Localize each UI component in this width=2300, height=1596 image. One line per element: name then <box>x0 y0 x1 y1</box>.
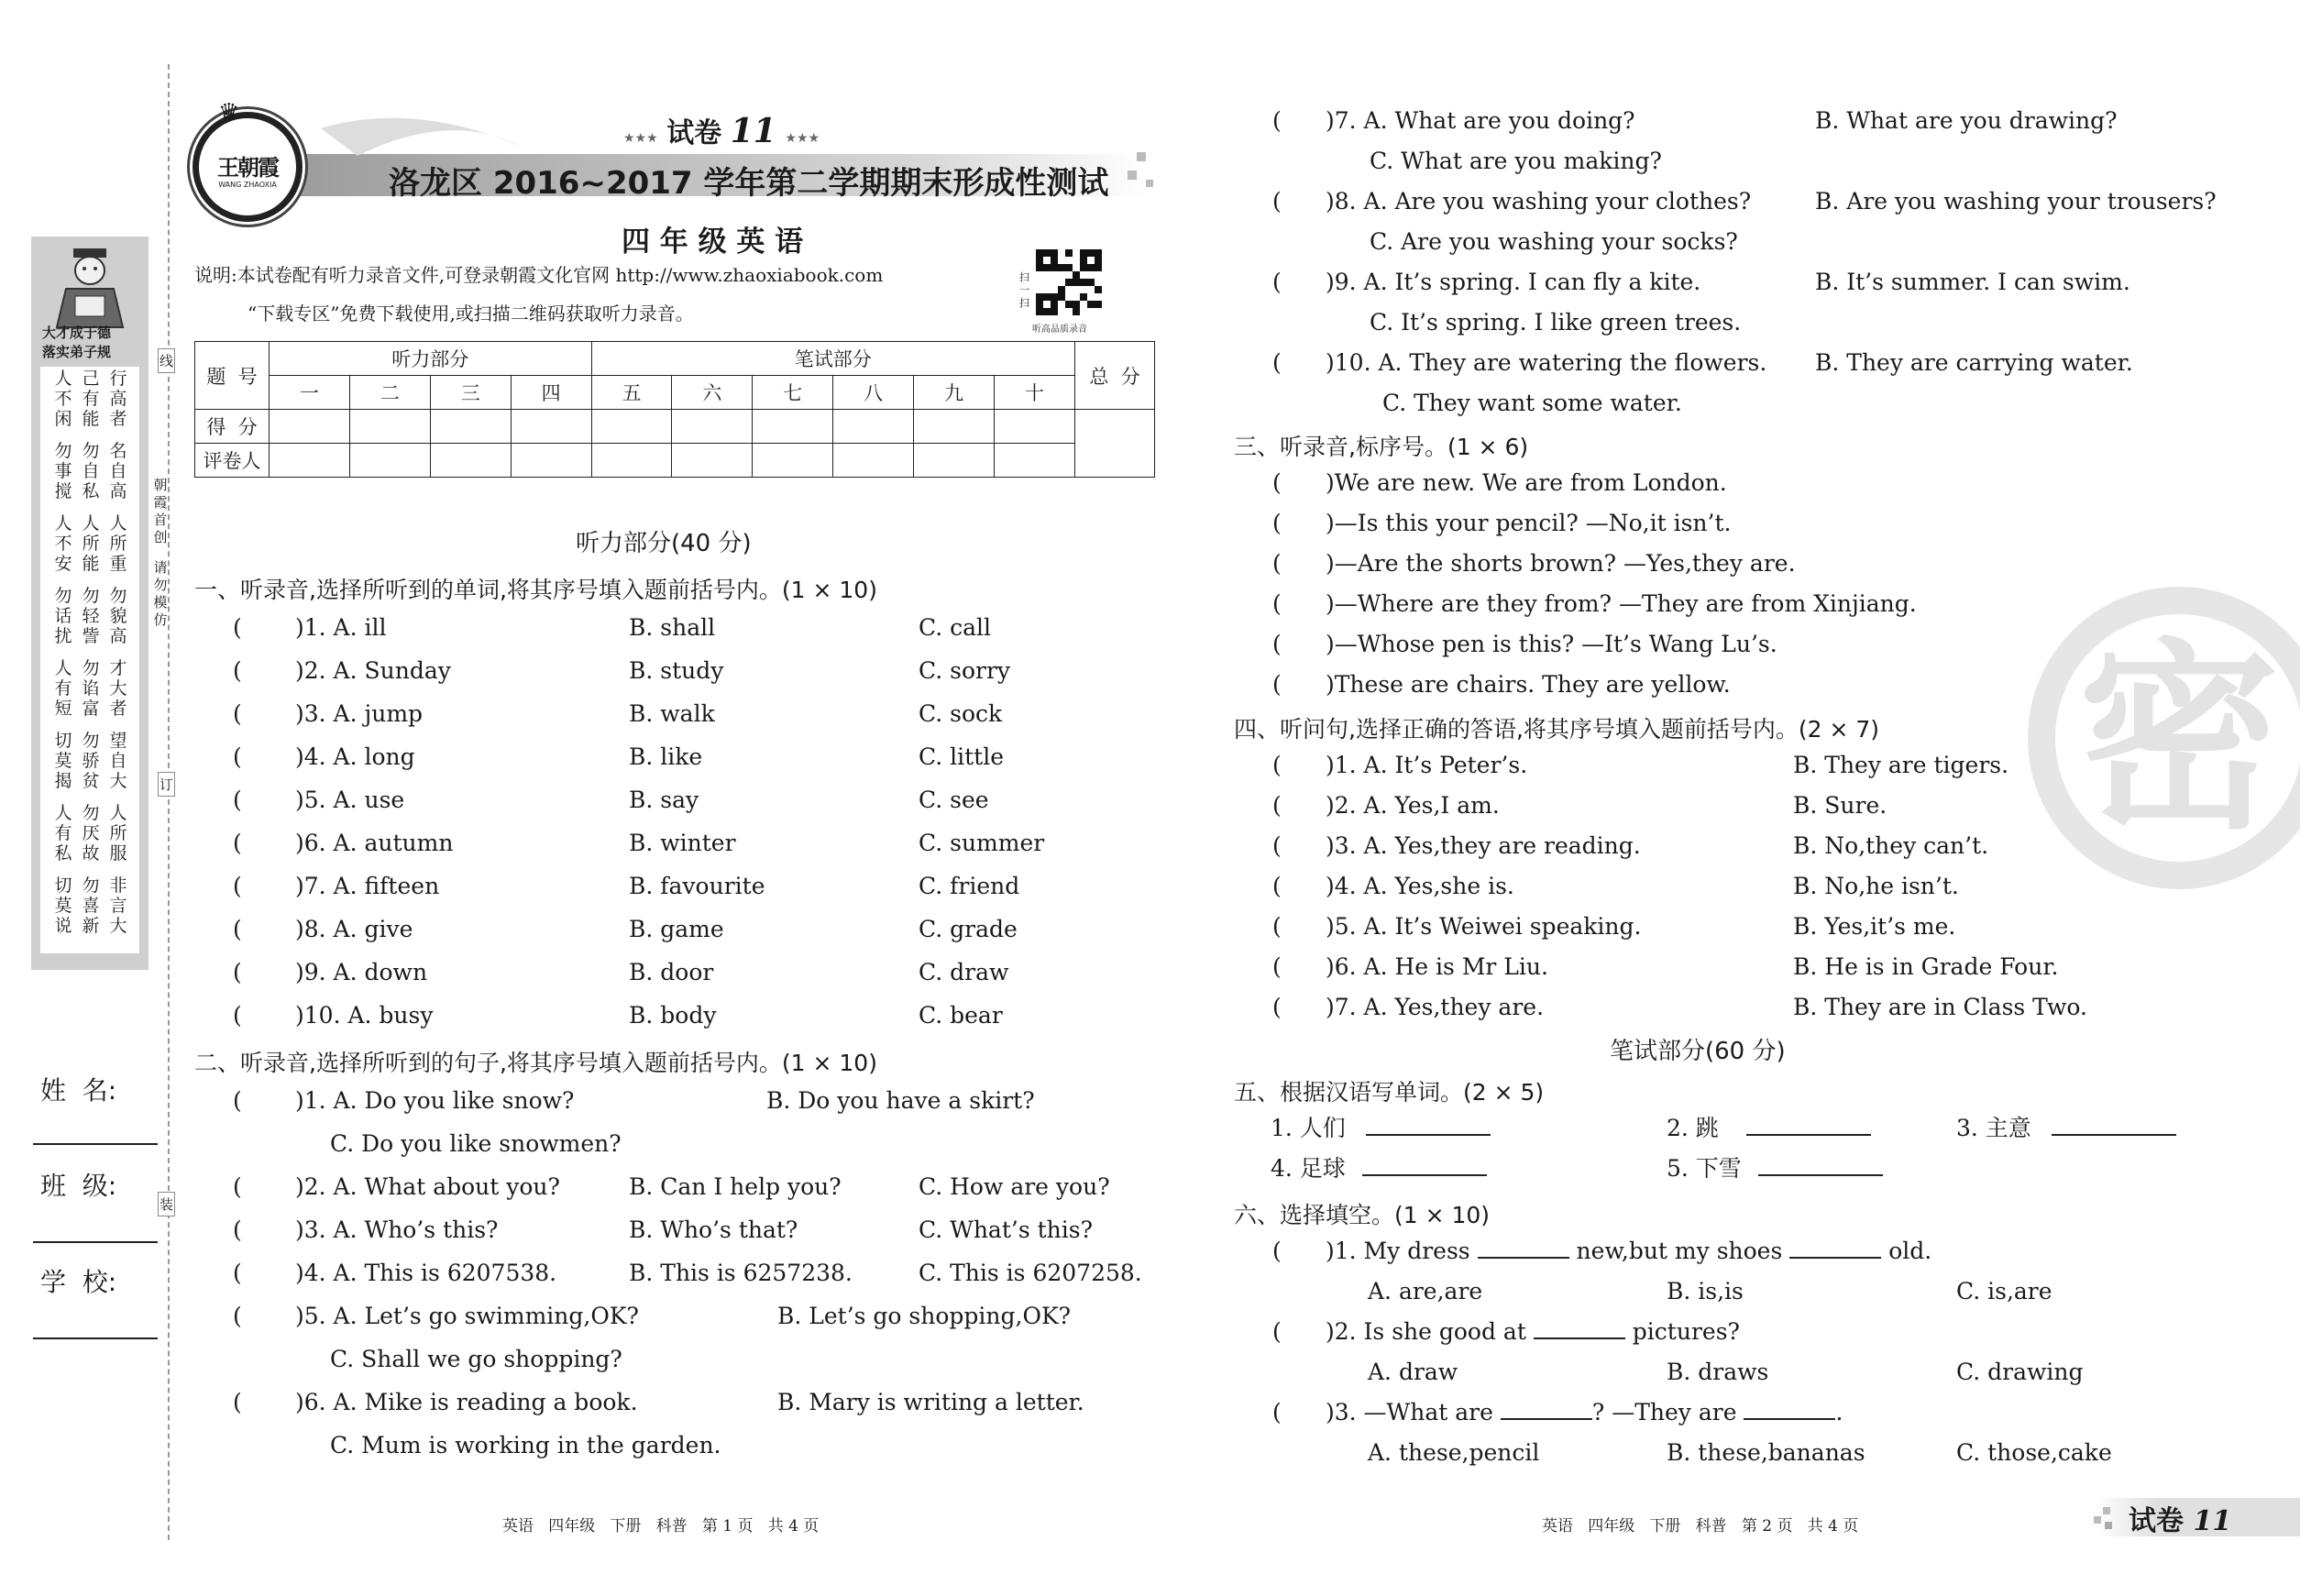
sidebar-maxim-column: 行 高 者 <box>109 369 127 429</box>
qr-side-label: 扫一扫 <box>1019 271 1029 309</box>
score-table-header: 题 号 <box>195 342 270 410</box>
score-table <box>194 341 1155 478</box>
s6-q2-c: C. drawing <box>1956 1359 2084 1385</box>
sidebar-maxim-column: 非 言 大 <box>109 875 127 936</box>
s2-q4-c: C. This is 6207258. <box>919 1260 1142 1286</box>
answer-paren[interactable]: ( <box>233 1002 242 1029</box>
s1-option-a: )8. A. give <box>295 916 413 942</box>
section-1-title: 一、听录音,选择所听到的单词,将其序号填入题前括号内。(1 × 10) <box>194 577 877 603</box>
sidebar-maxim-column: 才 大 者 <box>109 658 127 719</box>
s1-option-c: C. draw <box>919 959 1009 985</box>
answer-paren[interactable]: ( <box>233 959 242 985</box>
s2-q1-c: C. Do you like snowmen? <box>330 1130 622 1157</box>
answer-paren[interactable]: ( <box>1272 269 1282 295</box>
s1-option-b: B. shall <box>629 614 716 641</box>
answer-paren[interactable]: ( <box>1272 590 1282 617</box>
s2-q7-a: )7. A. What are you doing? <box>1326 107 1635 134</box>
grader-cell[interactable] <box>270 444 350 478</box>
sidebar-maxim-column: 勿 貌 高 <box>109 586 127 646</box>
s2-q4-a: )4. A. This is 6207538. <box>295 1260 557 1286</box>
s2-q3-a: )3. A. Who’s this? <box>295 1216 499 1243</box>
school-label: 学 校: <box>40 1267 117 1297</box>
answer-paren[interactable]: ( <box>1272 913 1282 940</box>
s4-option-a: )2. A. Yes,I am. <box>1326 792 1500 819</box>
s4-option-a: )4. A. Yes,she is. <box>1326 873 1514 899</box>
seal-mark-2: 订 <box>158 772 175 797</box>
s4-option-a: )6. A. He is Mr Liu. <box>1326 953 1548 980</box>
s1-option-c: C. sock <box>919 700 1003 727</box>
sidebar-maxim-column: 勿 厌 故 <box>82 803 100 864</box>
s2-q3-b: B. Who’s that? <box>629 1216 798 1243</box>
s2-q7-b: B. What are you drawing? <box>1815 107 2118 134</box>
s1-option-c: C. little <box>919 743 1005 770</box>
answer-blank[interactable] <box>1478 1257 1569 1259</box>
answer-blank[interactable] <box>1501 1418 1592 1420</box>
answer-paren[interactable]: ( <box>233 1303 242 1329</box>
s3-item: )—Whose pen is this? —It’s Wang Lu’s. <box>1326 631 1777 657</box>
sidebar-motto-2: 落实弟子规 <box>42 344 112 360</box>
s3-item: )—Is this your pencil? —No,it isn’t. <box>1326 510 1732 536</box>
stars-left: ★★★ <box>623 131 658 146</box>
s2-q10-a: )10. A. They are watering the flowers. <box>1326 349 1767 376</box>
s4-option-b: B. No,he isn’t. <box>1793 873 1959 899</box>
grader-cell[interactable] <box>833 444 914 478</box>
s2-q1-a: )1. A. Do you like snow? <box>295 1087 575 1114</box>
s1-option-b: B. favourite <box>629 873 765 899</box>
score-cell[interactable] <box>914 410 995 444</box>
grader-cell[interactable] <box>430 444 511 478</box>
answer-paren[interactable]: ( <box>233 873 242 899</box>
answer-paren[interactable]: ( <box>1272 994 1282 1020</box>
s2-q3-c: C. What’s this? <box>919 1216 1093 1243</box>
s2-q9-a: )9. A. It’s spring. I can fly a kite. <box>1326 269 1701 295</box>
answer-paren[interactable]: ( <box>1272 873 1282 899</box>
s6-q1-a: A. are,are <box>1368 1278 1483 1304</box>
s2-q10-b: B. They are carrying water. <box>1815 349 2133 376</box>
answer-blank[interactable] <box>1758 1174 1883 1176</box>
grader-row <box>195 444 1155 478</box>
exam-title: 洛龙区 2016~2017 学年第二学期期末形成性测试 <box>389 165 1109 202</box>
answer-blank[interactable] <box>1746 1134 1871 1136</box>
section-5-title: 五、根据汉语写单词。(2 × 5) <box>1234 1079 1545 1106</box>
s2-q10-c: C. They want some water. <box>1382 390 1682 416</box>
corner-label: 试卷 11 <box>2129 1505 2232 1537</box>
answer-paren[interactable]: ( <box>1272 349 1282 376</box>
total-header: 总 分 <box>1075 342 1155 410</box>
name-field[interactable] <box>33 1141 158 1145</box>
score-cell[interactable] <box>511 410 591 444</box>
grader-cell[interactable] <box>511 444 591 478</box>
s1-option-a: )7. A. fifteen <box>295 873 440 899</box>
qnum-3: 三 <box>430 376 511 410</box>
s6-q3-b: B. these,bananas <box>1667 1439 1865 1466</box>
s1-option-a: )4. A. long <box>295 743 415 770</box>
answer-paren[interactable]: ( <box>233 787 242 813</box>
footer-left: 英语 四年级 下册 科普 第 1 页 共 4 页 <box>502 1517 820 1535</box>
section-4-title: 四、听问句,选择正确的答语,将其序号填入题前括号内。(2 × 7) <box>1234 716 1880 743</box>
stars-right: ★★★ <box>785 131 820 146</box>
s1-option-c: C. sorry <box>919 657 1011 684</box>
score-cell[interactable] <box>833 410 914 444</box>
s4-option-b: B. Sure. <box>1793 792 1887 819</box>
paper-label: 试卷 <box>666 117 722 149</box>
grader-cell[interactable] <box>914 444 995 478</box>
s3-item: )—Are the shorts brown? —Yes,they are. <box>1326 550 1796 577</box>
answer-blank[interactable] <box>1789 1257 1881 1259</box>
s4-option-b: B. He is in Grade Four. <box>1793 953 2059 980</box>
grader-cell[interactable] <box>753 444 833 478</box>
answer-paren[interactable]: ( <box>233 830 242 856</box>
answer-paren[interactable]: ( <box>1272 953 1282 980</box>
answer-paren[interactable]: ( <box>1272 671 1282 698</box>
s5-item-5: 5. 下雪 <box>1667 1155 1883 1183</box>
s3-item: )—Where are they from? —They are from Xinjiang. <box>1326 590 1917 617</box>
sidebar-maxim-column: 人 所 重 <box>109 513 127 574</box>
s1-option-b: B. like <box>629 743 703 770</box>
s1-option-a: )9. A. down <box>295 959 428 985</box>
score-cell[interactable] <box>349 410 430 444</box>
s1-option-a: )6. A. autumn <box>295 830 454 856</box>
grader-cell[interactable] <box>349 444 430 478</box>
s6-q2-stem: )2. Is she good at pictures? <box>1326 1318 1740 1345</box>
s2-q8-a: )8. A. Are you washing your clothes? <box>1326 188 1752 215</box>
seal-mark-3: 装 <box>158 1192 175 1216</box>
sidebar-maxim-column: 勿 自 私 <box>82 441 100 501</box>
answer-paren[interactable]: ( <box>1272 1238 1282 1264</box>
answer-paren[interactable]: ( <box>1272 188 1282 215</box>
answer-paren[interactable]: ( <box>233 1216 242 1243</box>
class-label: 班 级: <box>40 1171 117 1201</box>
s1-option-c: C. see <box>919 787 989 813</box>
s2-q2-c: C. How are you? <box>919 1173 1110 1200</box>
s6-q1-b: B. is,is <box>1667 1278 1744 1304</box>
grader-cell[interactable] <box>591 444 672 478</box>
answer-paren[interactable]: ( <box>1272 631 1282 657</box>
s2-q5-b: B. Let’s go shopping,OK? <box>777 1303 1072 1329</box>
qnum-10: 十 <box>995 376 1075 410</box>
score-cell[interactable] <box>270 410 350 444</box>
s2-q8-b: B. Are you washing your trousers? <box>1815 188 2217 215</box>
s6-q1-stem: )1. My dress new,but my shoes old. <box>1326 1238 1932 1264</box>
s1-option-a: )2. A. Sunday <box>295 657 451 684</box>
s2-q5-c: C. Shall we go shopping? <box>330 1346 622 1372</box>
s1-option-a: )1. A. ill <box>295 614 387 641</box>
s2-q1-b: B. Do you have a skirt? <box>766 1087 1035 1114</box>
section-2-title: 二、听录音,选择所听到的句子,将其序号填入题前括号内。(1 × 10) <box>194 1050 877 1076</box>
logo <box>193 112 303 222</box>
s2-q9-b: B. It’s summer. I can swim. <box>1815 269 2130 295</box>
answer-blank[interactable] <box>1534 1337 1625 1339</box>
sidebar-maxim-column: 人 不 闲 <box>54 369 72 429</box>
s1-option-a: )3. A. jump <box>295 700 424 727</box>
answer-paren[interactable]: ( <box>233 657 242 684</box>
note-line-1: 说明:本试卷配有听力录音文件,可登录朝霞文化官网 http://www.zhaoxiabook.com <box>194 264 884 286</box>
answer-paren[interactable]: ( <box>233 1087 242 1114</box>
s2-q7-c: C. What are you making? <box>1370 148 1662 174</box>
class-field[interactable] <box>33 1239 158 1243</box>
s1-option-b: B. walk <box>629 700 715 727</box>
s4-option-a: )5. A. It’s Weiwei speaking. <box>1326 913 1642 940</box>
grader-cell[interactable] <box>672 444 753 478</box>
qnum-9: 九 <box>914 376 995 410</box>
s5-item-4: 4. 足球 <box>1271 1155 1487 1183</box>
sidebar-maxim-column: 勿 谄 富 <box>82 658 100 719</box>
s3-item: )We are new. We are from London. <box>1326 469 1727 496</box>
answer-paren[interactable]: ( <box>233 1173 242 1200</box>
qr-caption: 听高品质录音 <box>1032 325 1087 335</box>
s5-item-3: 3. 主意 <box>1956 1115 2176 1142</box>
s1-option-c: C. summer <box>919 830 1045 856</box>
answer-paren[interactable]: ( <box>233 743 242 770</box>
answer-blank[interactable] <box>2052 1134 2176 1136</box>
score-row <box>195 410 1155 444</box>
score-cell[interactable] <box>430 410 511 444</box>
sidebar-maxim-column: 人 有 短 <box>54 658 72 719</box>
s6-q3-c: C. those,cake <box>1956 1439 2112 1466</box>
s6-q1-c: C. is,are <box>1956 1278 2052 1304</box>
answer-blank[interactable] <box>1366 1134 1491 1136</box>
s6-q3-a: A. these,pencil <box>1368 1439 1540 1466</box>
score-cell[interactable] <box>995 410 1075 444</box>
written-group-header: 笔试部分 <box>591 342 1074 376</box>
s2-q2-a: )2. A. What about you? <box>295 1173 560 1200</box>
s4-option-a: )7. A. Yes,they are. <box>1326 994 1545 1020</box>
written-part-title: 笔试部分(60 分) <box>1610 1038 1786 1065</box>
s2-q9-c: C. It’s spring. I like green trees. <box>1370 309 1742 336</box>
qnum-2: 二 <box>349 376 430 410</box>
s1-option-b: B. door <box>629 959 714 985</box>
s4-option-b: B. They are tigers. <box>1793 752 2009 778</box>
s1-option-b: B. game <box>629 916 724 942</box>
qnum-5: 五 <box>591 376 672 410</box>
grader-label: 评卷人 <box>195 444 270 478</box>
s1-option-b: B. study <box>629 657 724 684</box>
s1-option-c: C. bear <box>919 1002 1003 1029</box>
s2-q6-b: B. Mary is writing a letter. <box>777 1389 1084 1415</box>
school-field[interactable] <box>33 1336 158 1339</box>
section-6-title: 六、选择填空。(1 × 10) <box>1234 1202 1491 1228</box>
note-line-2: “下载专区”免费下载使用,或扫描二维码获取听力录音。 <box>248 303 694 325</box>
score-cell[interactable] <box>591 410 672 444</box>
s2-q2-b: B. Can I help you? <box>629 1173 842 1200</box>
qnum-6: 六 <box>672 376 753 410</box>
s1-option-c: C. grade <box>919 916 1018 942</box>
s6-q2-b: B. draws <box>1667 1359 1769 1385</box>
s4-option-b: B. Yes,it’s me. <box>1793 913 1956 940</box>
seal-mark-1: 线 <box>158 348 175 373</box>
paper-label-row <box>623 110 820 150</box>
s5-item-2: 2. 跳 <box>1667 1115 1871 1142</box>
s1-option-b: B. say <box>629 787 699 813</box>
sidebar-maxim-column: 人 有 私 <box>54 803 72 864</box>
sidebar-maxim-column: 切 莫 说 <box>54 875 72 936</box>
answer-paren[interactable]: ( <box>1272 752 1282 778</box>
qnum-8: 八 <box>833 376 914 410</box>
s4-option-b: B. No,they can’t. <box>1793 832 1989 859</box>
answer-paren[interactable]: ( <box>1272 1399 1282 1425</box>
sidebar-maxim-column: 名 自 高 <box>109 441 127 501</box>
sidebar-maxim-column: 望 自 大 <box>109 731 127 791</box>
s4-option-a: )3. A. Yes,they are reading. <box>1326 832 1641 859</box>
sidebar-maxim-column: 勿 轻 訾 <box>82 586 100 646</box>
footer-right: 英语 四年级 下册 科普 第 2 页 共 4 页 <box>1542 1517 1859 1535</box>
answer-paren[interactable]: ( <box>233 1260 242 1286</box>
sidebar-maxim-column: 人 所 服 <box>109 803 127 864</box>
sidebar-maxim-column: 勿 事 搅 <box>54 441 72 501</box>
s2-q8-c: C. Are you washing your socks? <box>1370 228 1738 255</box>
score-label: 得 分 <box>195 410 270 444</box>
paper-number: 11 <box>730 112 776 150</box>
answer-paren[interactable]: ( <box>233 614 242 641</box>
answer-blank[interactable] <box>1744 1418 1835 1420</box>
answer-blank[interactable] <box>1362 1174 1487 1176</box>
answer-paren[interactable]: ( <box>1272 792 1282 819</box>
answer-paren[interactable]: ( <box>233 916 242 942</box>
vertical-note: 朝 霞 首 创 请 勿 模 仿 <box>153 477 168 628</box>
crown-icon: ♛ <box>218 99 240 127</box>
score-cell[interactable] <box>672 410 753 444</box>
qnum-1: 一 <box>270 376 350 410</box>
sidebar-maxim-column: 勿 骄 贫 <box>82 731 100 791</box>
question-number-row <box>195 376 1155 410</box>
name-label: 姓 名: <box>40 1075 117 1106</box>
section-3-title: 三、听录音,标序号。(1 × 6) <box>1234 434 1529 460</box>
qnum-4: 四 <box>511 376 591 410</box>
sidebar-maxim-column: 勿 话 扰 <box>54 586 72 646</box>
s6-q2-a: A. draw <box>1368 1359 1458 1385</box>
qr-code-icon <box>1036 249 1102 315</box>
scholar-illustration <box>48 243 132 335</box>
s2-q5-a: )5. A. Let’s go swimming,OK? <box>295 1303 639 1329</box>
s1-option-b: B. body <box>629 1002 717 1029</box>
answer-paren[interactable]: ( <box>1272 107 1282 134</box>
sidebar-maxim-column: 勿 喜 新 <box>82 875 100 936</box>
qnum-7: 七 <box>753 376 833 410</box>
s2-q6-a: )6. A. Mike is reading a book. <box>295 1389 638 1415</box>
listening-part-title: 听力部分(40 分) <box>576 530 752 557</box>
answer-paren[interactable]: ( <box>1272 550 1282 577</box>
answer-paren[interactable]: ( <box>233 700 242 727</box>
sidebar-motto-1: 大才成于德 <box>42 325 112 341</box>
sidebar-maxim-column: 人 不 安 <box>54 513 72 574</box>
sidebar-dashed-line <box>168 64 170 1540</box>
s1-option-c: C. friend <box>919 873 1020 899</box>
answer-paren[interactable]: ( <box>1272 1318 1282 1345</box>
s1-option-b: B. winter <box>629 830 736 856</box>
confidential-watermark: 密 <box>2028 587 2300 889</box>
s6-q3-stem: )3. —What are ? —They are . <box>1326 1399 1843 1425</box>
logo-text: 王朝霞 <box>217 155 278 181</box>
s1-option-a: )5. A. use <box>295 787 405 813</box>
answer-paren[interactable]: ( <box>1272 832 1282 859</box>
s4-option-b: B. They are in Class Two. <box>1793 994 2087 1020</box>
answer-paren[interactable]: ( <box>233 1389 242 1415</box>
s4-option-a: )1. A. It’s Peter’s. <box>1326 752 1528 778</box>
sidebar-maxim-column: 人 所 能 <box>82 513 100 574</box>
subject-title: 四 年 级 英 语 <box>622 226 804 259</box>
s5-item-1: 1. 人们 <box>1271 1115 1491 1142</box>
sidebar-maxim-column: 切 莫 揭 <box>54 731 72 791</box>
listening-group-header: 听力部分 <box>270 342 592 376</box>
s2-q4-b: B. This is 6257238. <box>629 1260 853 1286</box>
s2-q6-c: C. Mum is working in the garden. <box>330 1432 721 1458</box>
logo-subtext: WANG ZHAOXIA <box>218 181 277 189</box>
s1-option-c: C. call <box>919 614 992 641</box>
s3-item: )These are chairs. They are yellow. <box>1326 671 1731 698</box>
sidebar-maxim-column: 己 有 能 <box>82 369 100 429</box>
score-cell[interactable] <box>753 410 833 444</box>
grader-cell[interactable] <box>995 444 1075 478</box>
corner-squares <box>2094 1503 2121 1531</box>
answer-paren[interactable]: ( <box>1272 469 1282 496</box>
total-score-cell[interactable] <box>1075 410 1155 478</box>
answer-paren[interactable]: ( <box>1272 510 1282 536</box>
s1-option-a: )10. A. busy <box>295 1002 434 1029</box>
